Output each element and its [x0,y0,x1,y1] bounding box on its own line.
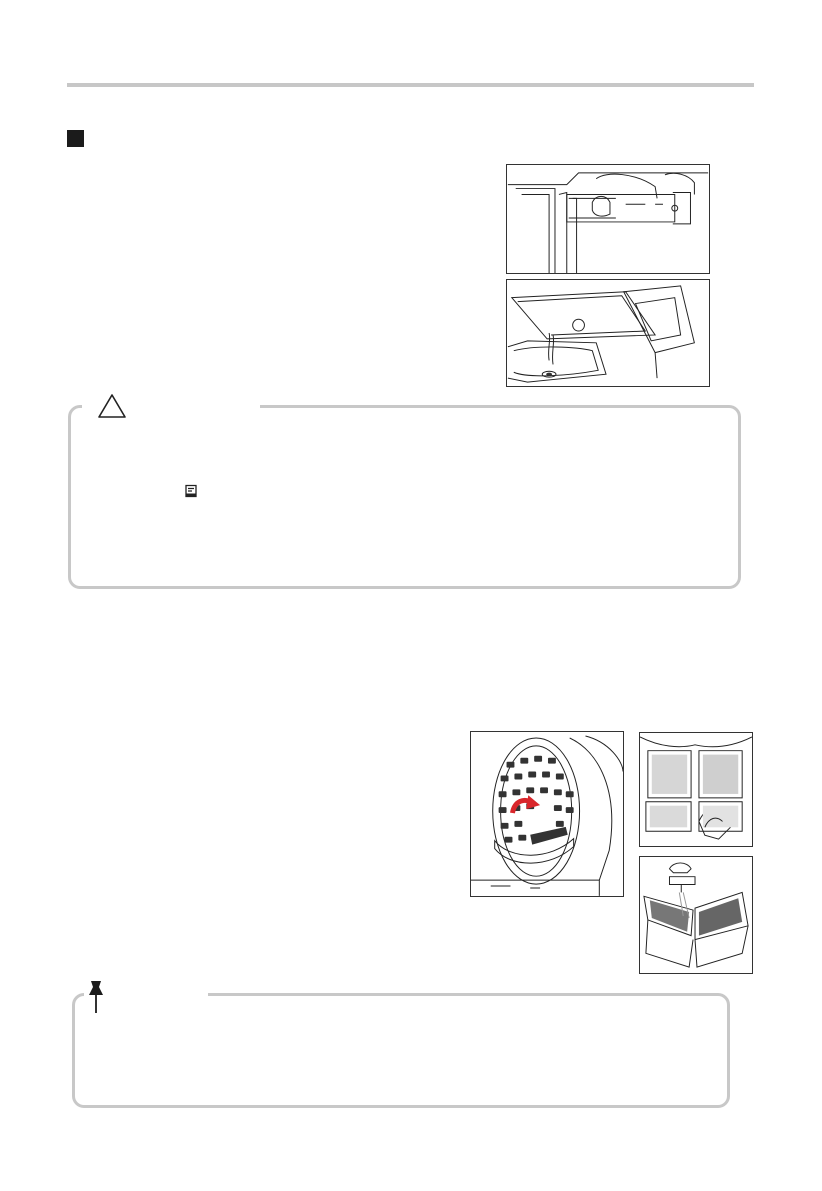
note-callout [72,993,730,1108]
remove-door-filter-drawing [471,732,623,896]
water-tank-icon [184,484,198,498]
warning-triangle-icon [97,393,127,419]
header-divider [67,83,754,87]
empty-water-container-illustration [506,279,710,387]
warning-callout [68,405,741,589]
remove-door-filter-illustration [470,731,624,897]
open-filter-clean-lint-illustration [639,732,753,847]
empty-water-container-drawing [507,280,709,386]
remove-water-container-drawing [507,165,709,273]
pushpin-icon [86,979,108,1015]
remove-water-container-illustration [506,164,710,274]
section-marker-icon [67,130,84,147]
open-filter-clean-lint-drawing [640,733,752,846]
rinse-filter-under-tap-illustration [639,856,753,974]
rinse-filter-under-tap-drawing [640,857,752,973]
